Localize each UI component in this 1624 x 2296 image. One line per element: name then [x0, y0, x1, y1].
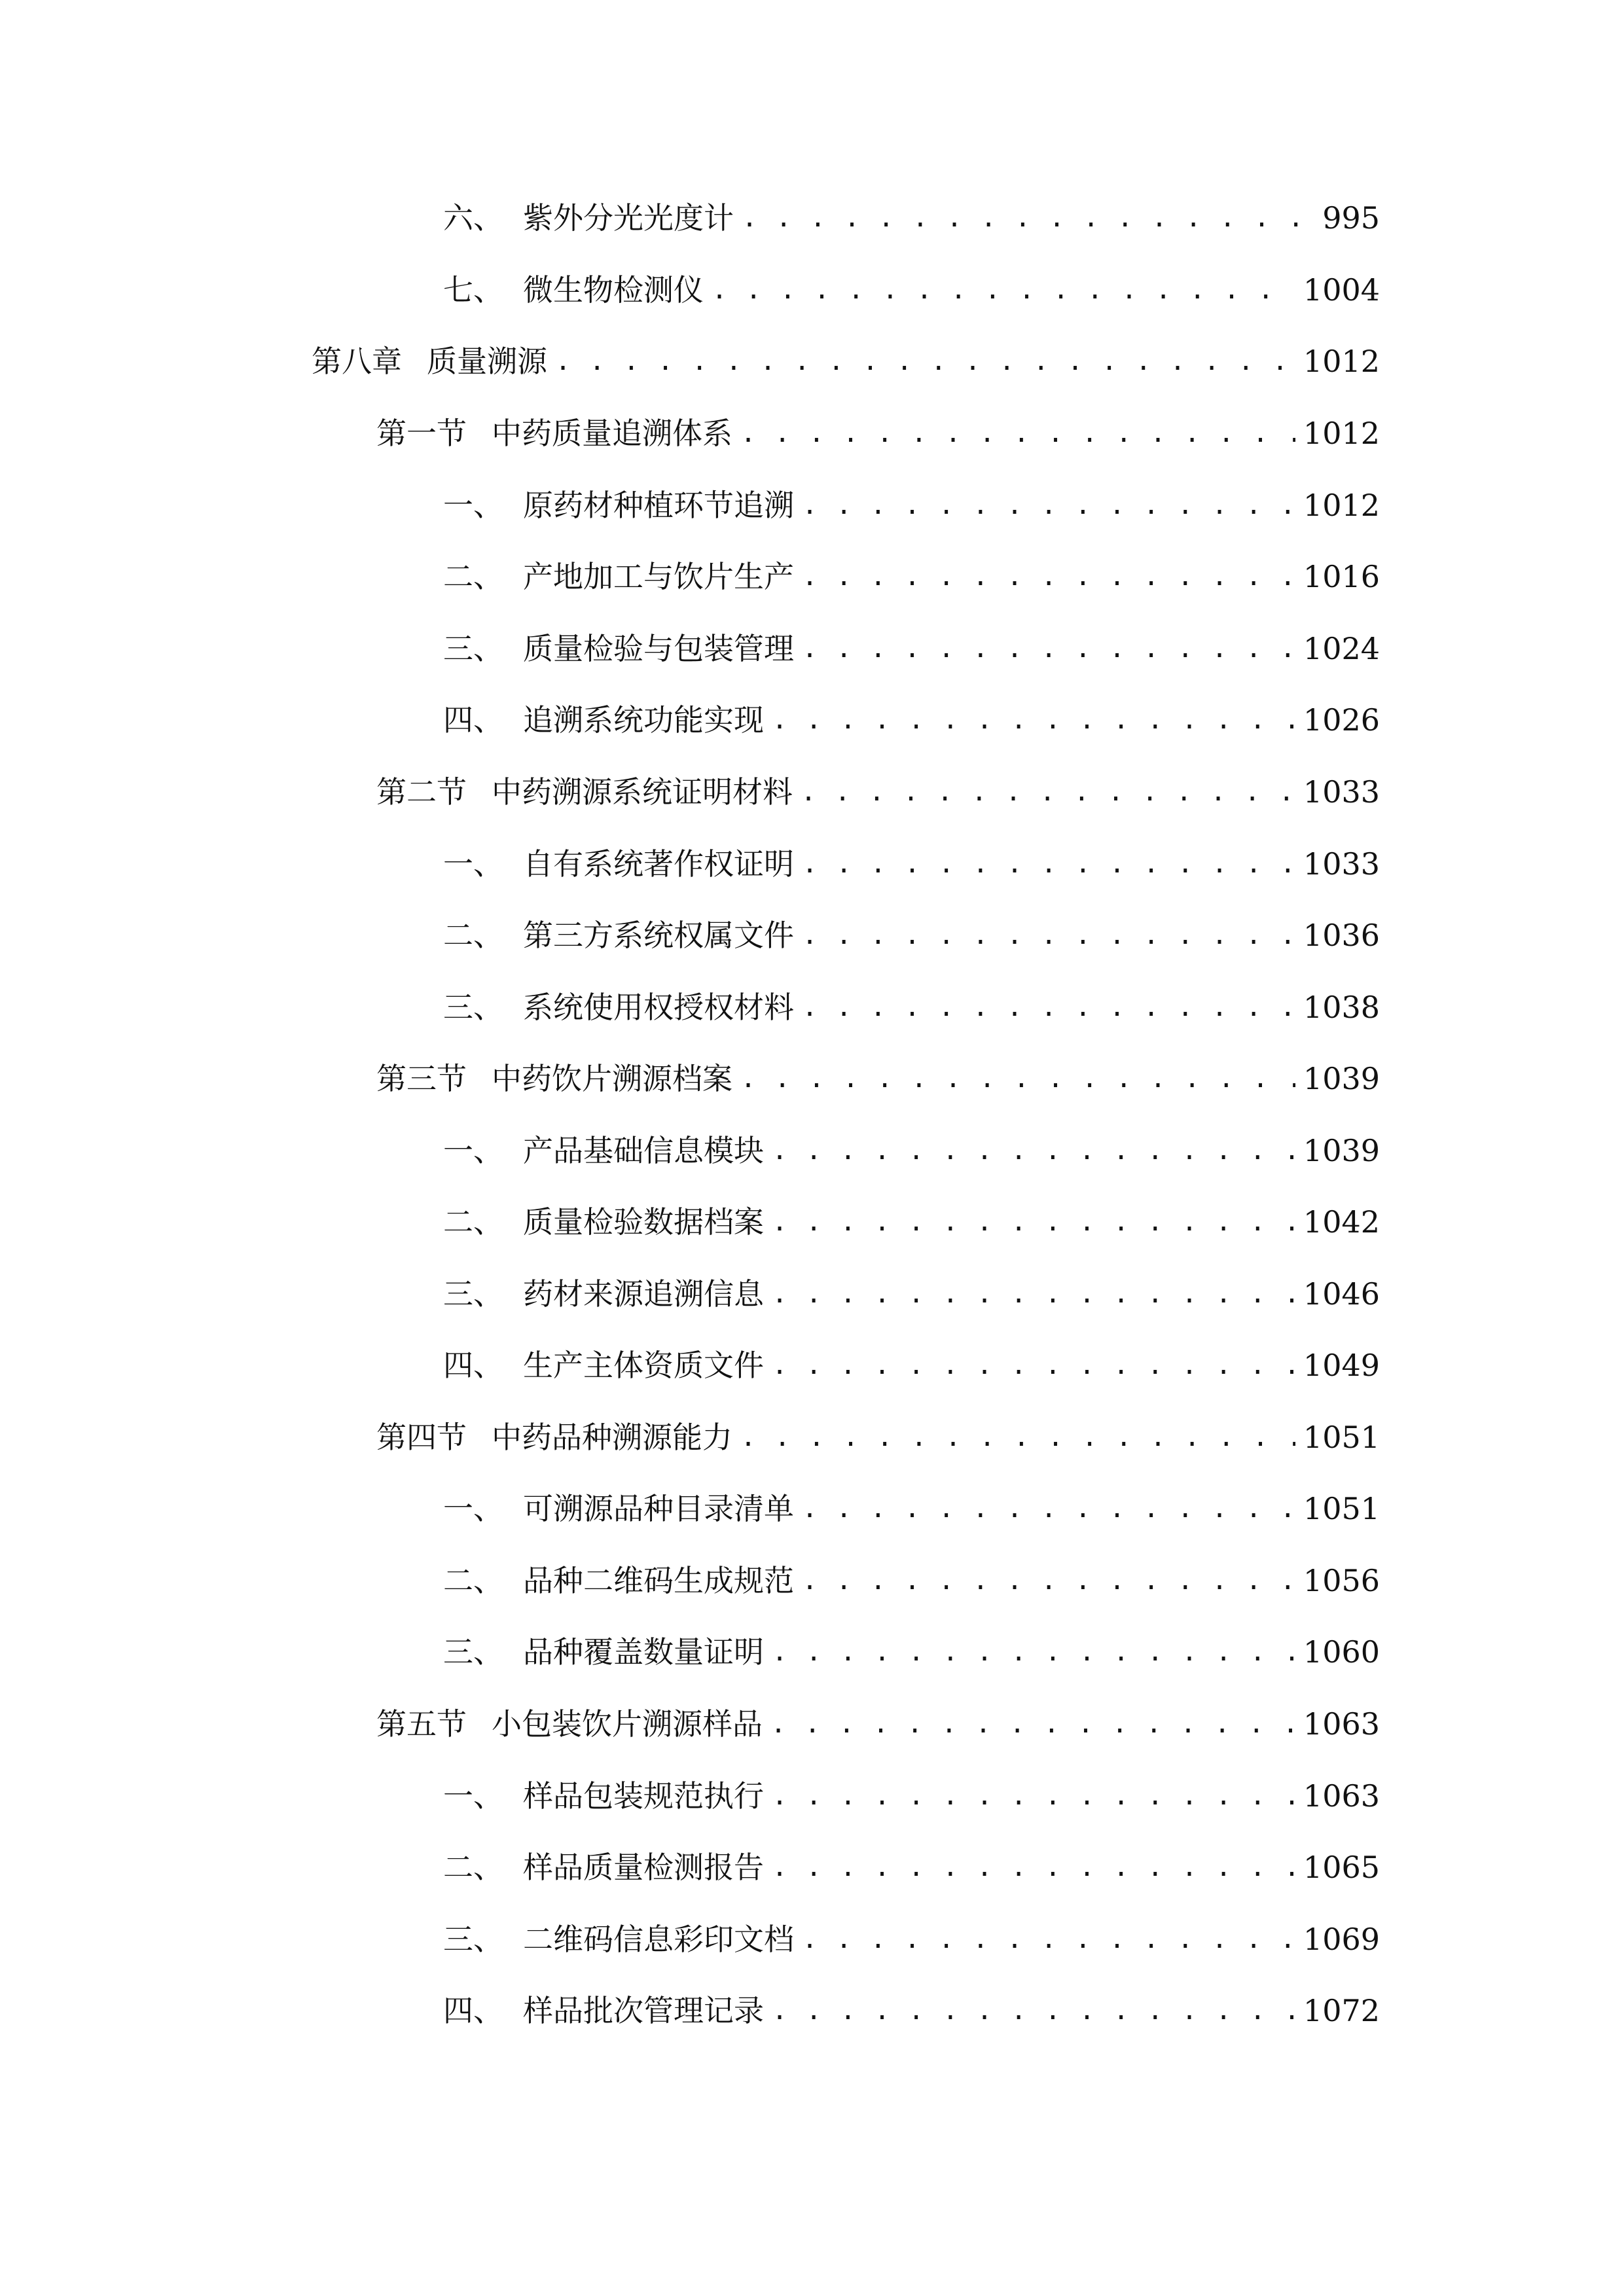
toc-entry-number: 第二节 — [376, 774, 467, 810]
toc-entry[interactable] — [443, 1486, 1380, 1532]
toc-entry-number: 第一节 — [376, 416, 467, 451]
toc-entry-title: 样品质量检测报告 — [523, 1850, 764, 1885]
toc-entry-page: 1012 — [1303, 344, 1380, 379]
toc-entry-title: 品种二维码生成规范 — [523, 1563, 794, 1598]
toc-dot-leader — [802, 841, 1295, 887]
toc-entry-page: 1016 — [1303, 559, 1380, 594]
toc-dot-leader — [802, 1486, 1295, 1532]
toc-entry-page: 1039 — [1303, 1133, 1380, 1168]
toc-dot-leader — [802, 1558, 1295, 1604]
toc-entry-number: 第三节 — [376, 1061, 467, 1096]
toc-entry-page: 1056 — [1303, 1563, 1380, 1598]
toc-entry-number: 四、 — [443, 1993, 503, 2028]
toc-entry[interactable] — [443, 1558, 1380, 1604]
toc-entry-title: 产品基础信息模块 — [523, 1133, 764, 1168]
toc-dot-leader — [772, 1629, 1295, 1675]
toc-entry-number: 二、 — [443, 1850, 503, 1885]
toc-entry[interactable] — [443, 195, 1380, 241]
toc-entry-number: 二、 — [443, 1204, 503, 1240]
toc-entry-number: 二、 — [443, 1563, 503, 1598]
toc-entry-title: 第三方系统权属文件 — [523, 918, 794, 953]
toc-entry[interactable] — [443, 1342, 1380, 1388]
toc-dot-leader — [770, 1701, 1295, 1747]
toc-entry-title: 产地加工与饮片生产 — [523, 559, 794, 594]
toc-entry-page: 1051 — [1303, 1491, 1380, 1526]
toc-entry-number: 第四节 — [376, 1420, 467, 1455]
toc-entry-number: 三、 — [443, 1634, 503, 1670]
toc-entry-number: 二、 — [443, 559, 503, 594]
toc-dot-leader — [712, 267, 1295, 313]
toc-entry-title: 品种覆盖数量证明 — [523, 1634, 764, 1670]
toc-dot-leader — [802, 912, 1295, 958]
toc-entry[interactable] — [376, 1701, 1380, 1747]
toc-entry-title: 中药溯源系统证明材料 — [492, 774, 793, 810]
toc-entry[interactable] — [443, 482, 1380, 528]
toc-entry-page: 995 — [1322, 200, 1380, 236]
toc-entry[interactable] — [376, 1414, 1380, 1460]
toc-dot-leader — [740, 1414, 1295, 1460]
toc-entry[interactable] — [443, 1844, 1380, 1890]
toc-entry-title: 质量检验数据档案 — [523, 1204, 764, 1240]
toc-entry[interactable] — [443, 267, 1380, 313]
toc-entry-page: 1046 — [1303, 1276, 1380, 1312]
toc-entry-number: 三、 — [443, 1922, 503, 1957]
toc-entry[interactable] — [443, 554, 1380, 600]
toc-entry-number: 四、 — [443, 702, 503, 738]
toc-entry-title: 系统使用权授权材料 — [523, 990, 794, 1025]
toc-entry-page: 1004 — [1303, 272, 1380, 308]
toc-entry-page: 1063 — [1303, 1706, 1380, 1742]
toc-entry-number: 一、 — [443, 846, 503, 882]
toc-entry-page: 1072 — [1303, 1993, 1380, 2028]
toc-entry-title: 紫外分光光度计 — [523, 200, 734, 236]
toc-entry-number: 一、 — [443, 1491, 503, 1526]
toc-entry-page: 1065 — [1303, 1850, 1380, 1885]
toc-entry-page: 1026 — [1303, 702, 1380, 738]
toc-dot-leader — [772, 1844, 1295, 1890]
toc-entry-title: 原药材种植环节追溯 — [523, 488, 794, 523]
toc-entry-title: 二维码信息彩印文档 — [523, 1922, 794, 1957]
toc-dot-leader — [802, 554, 1295, 600]
toc-entry-page: 1069 — [1303, 1922, 1380, 1957]
toc-dot-leader — [802, 1916, 1295, 1962]
toc-entry-title: 中药品种溯源能力 — [492, 1420, 732, 1455]
toc-entry-title: 可溯源品种目录清单 — [523, 1491, 794, 1526]
toc-entry-number: 七、 — [443, 272, 503, 308]
toc-entry[interactable] — [443, 1988, 1380, 2034]
toc-entry-page: 1012 — [1303, 488, 1380, 523]
toc-entry[interactable] — [443, 1916, 1380, 1962]
toc-dot-leader — [740, 410, 1295, 456]
toc-entry-page: 1060 — [1303, 1634, 1380, 1670]
toc-entry[interactable] — [376, 769, 1380, 815]
toc-entry-title: 质量溯源 — [427, 344, 547, 379]
toc-entry[interactable] — [443, 1271, 1380, 1317]
toc-entry[interactable] — [443, 1629, 1380, 1675]
toc-entry-number: 六、 — [443, 200, 503, 236]
toc-entry[interactable] — [376, 410, 1380, 456]
toc-entry-number: 一、 — [443, 1133, 503, 1168]
toc-dot-leader — [740, 1056, 1295, 1102]
toc-entry-page: 1051 — [1303, 1420, 1380, 1455]
toc-entry-page: 1033 — [1303, 774, 1380, 810]
toc-entry-page: 1024 — [1303, 631, 1380, 666]
toc-entry[interactable] — [443, 984, 1380, 1030]
toc-entry[interactable] — [443, 626, 1380, 672]
toc-entry-number: 三、 — [443, 631, 503, 666]
toc-entry-page: 1012 — [1303, 416, 1380, 451]
toc-dot-leader — [742, 195, 1314, 241]
toc-entry-page: 1039 — [1303, 1061, 1380, 1096]
toc-entry-title: 自有系统著作权证明 — [523, 846, 794, 882]
toc-entry-number: 三、 — [443, 1276, 503, 1312]
toc-dot-leader — [772, 1988, 1295, 2034]
toc-entry[interactable] — [443, 1128, 1380, 1174]
toc-entry-number: 二、 — [443, 918, 503, 953]
toc-entry-number: 三、 — [443, 990, 503, 1025]
toc-entry[interactable] — [312, 338, 1380, 384]
toc-entry-number: 第五节 — [376, 1706, 467, 1742]
toc-entry-page: 1049 — [1303, 1348, 1380, 1383]
toc-entry-page: 1042 — [1303, 1204, 1380, 1240]
toc-entry-number: 一、 — [443, 1778, 503, 1814]
toc-entry-page: 1038 — [1303, 990, 1380, 1025]
toc-entry-title: 样品包装规范执行 — [523, 1778, 764, 1814]
toc-dot-leader — [802, 482, 1295, 528]
toc-entry-number: 一、 — [443, 488, 503, 523]
toc-entry-page: 1063 — [1303, 1778, 1380, 1814]
toc-dot-leader — [772, 1342, 1295, 1388]
toc-entry-title: 小包装饮片溯源样品 — [492, 1706, 763, 1742]
toc-entry[interactable] — [376, 1056, 1380, 1102]
toc-entry-page: 1036 — [1303, 918, 1380, 953]
toc-dot-leader — [555, 338, 1295, 384]
toc-entry-title: 质量检验与包装管理 — [523, 631, 794, 666]
toc-entry-title: 追溯系统功能实现 — [523, 702, 764, 738]
toc-entry[interactable] — [443, 1773, 1380, 1819]
toc-dot-leader — [772, 1773, 1295, 1819]
toc-dot-leader — [802, 984, 1295, 1030]
toc-dot-leader — [772, 1128, 1295, 1174]
toc-entry-title: 生产主体资质文件 — [523, 1348, 764, 1383]
toc-entry-title: 微生物检测仪 — [523, 272, 704, 308]
toc-entry-title: 样品批次管理记录 — [523, 1993, 764, 2028]
toc-dot-leader — [772, 1199, 1295, 1245]
toc-dot-leader — [801, 769, 1295, 815]
toc-entry-number: 第八章 — [312, 344, 402, 379]
toc-entry-title: 中药饮片溯源档案 — [492, 1061, 732, 1096]
toc-entry-title: 中药质量追溯体系 — [492, 416, 732, 451]
toc-entry-title: 药材来源追溯信息 — [523, 1276, 764, 1312]
toc-entry[interactable] — [443, 912, 1380, 958]
toc-entry[interactable] — [443, 841, 1380, 887]
toc-dot-leader — [772, 1271, 1295, 1317]
toc-entry[interactable] — [443, 697, 1380, 743]
toc-dot-leader — [772, 697, 1295, 743]
toc-dot-leader — [802, 626, 1295, 672]
toc-entry-page: 1033 — [1303, 846, 1380, 882]
toc-entry[interactable] — [443, 1199, 1380, 1245]
toc-entry-number: 四、 — [443, 1348, 503, 1383]
